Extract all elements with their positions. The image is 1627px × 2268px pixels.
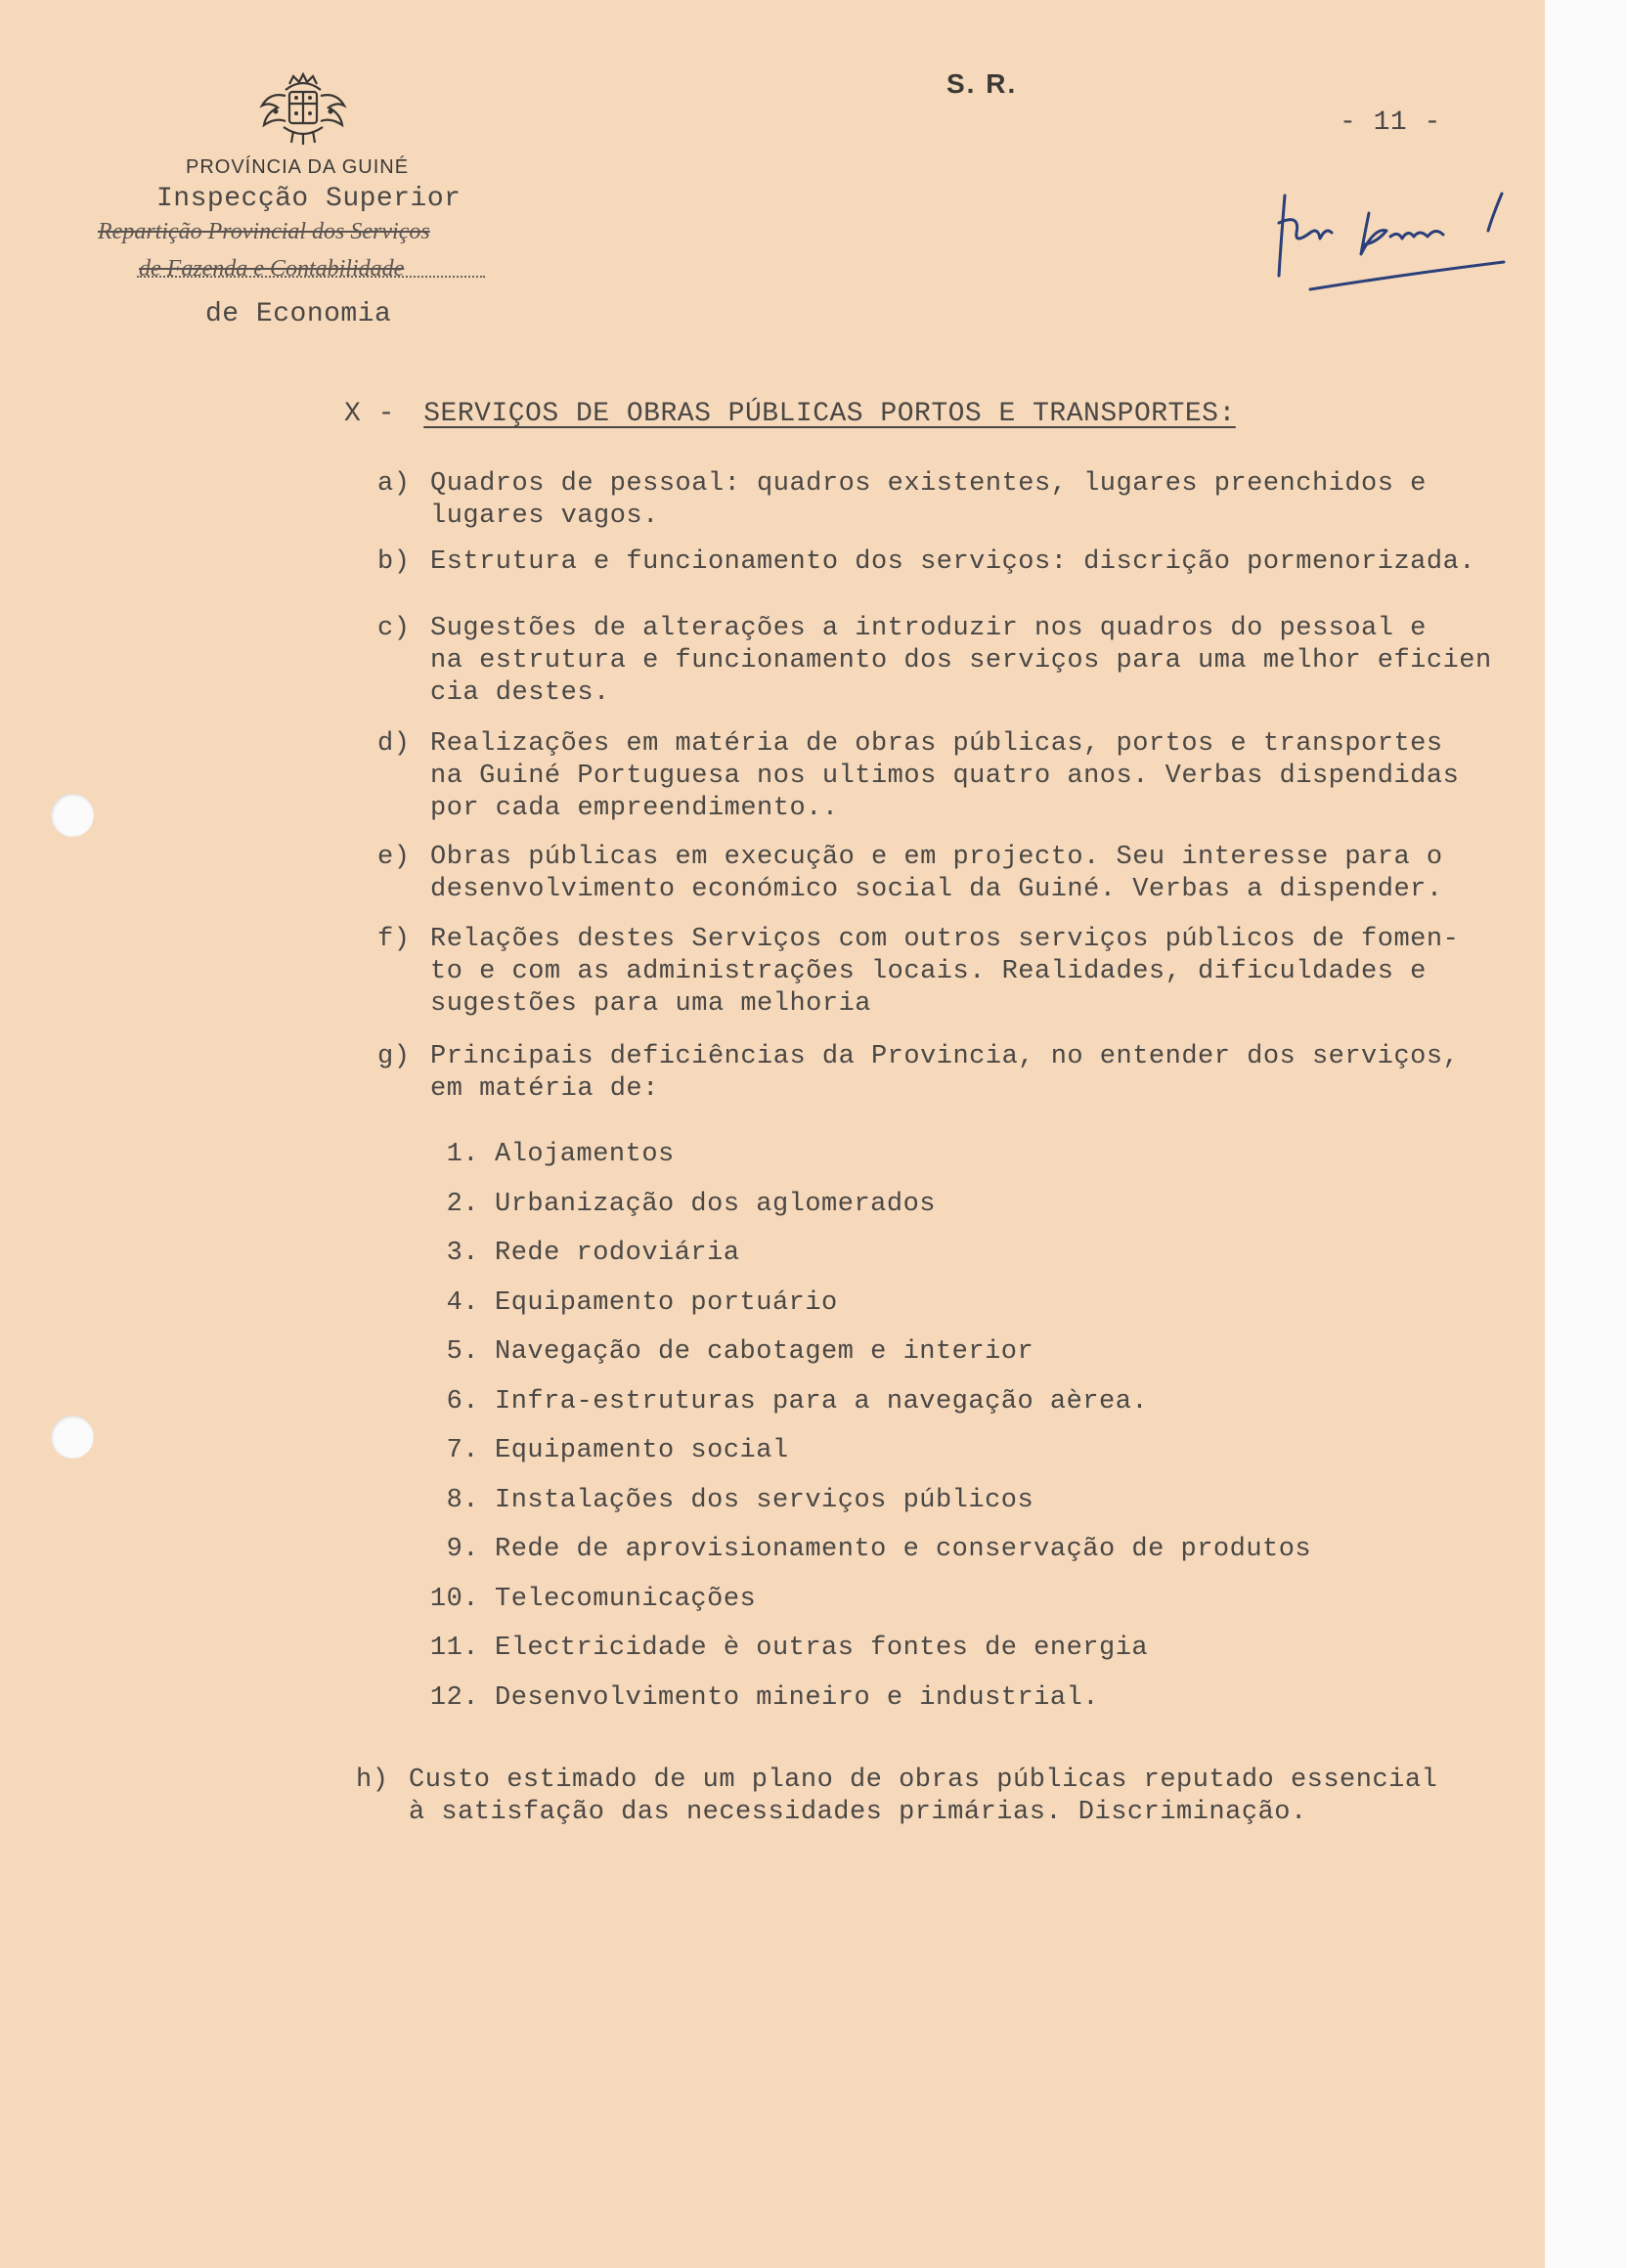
item-label: g)	[377, 1042, 411, 1071]
numbered-item-number: 6.	[446, 1387, 479, 1417]
numbered-item-number: 8.	[446, 1486, 479, 1515]
struck-office-line-1: Repartição Provincial dos Serviços	[98, 219, 430, 244]
item-label: f)	[377, 925, 411, 954]
numbered-item-number: 9.	[446, 1535, 479, 1564]
section-prefix: X -	[344, 399, 395, 429]
item-text-line: to e com as administrações locais. Realidades, dificuldades e	[430, 957, 1427, 986]
item-text-line: na Guiné Portuguesa nos ultimos quatro anos. Verbas dispendidas	[430, 762, 1460, 791]
numbered-item-number: 2.	[446, 1190, 479, 1219]
item-label: d)	[377, 729, 411, 759]
item-text-line: sugestões para uma melhoria	[430, 989, 871, 1019]
item-text-line: na estrutura e funcionamento dos serviços para uma melhor eficien	[430, 646, 1492, 676]
numbered-item-text: Navegação de cabotagem e interior	[495, 1337, 1034, 1367]
numbered-item-text: Infra-estruturas para a navegação aèrea.	[495, 1387, 1149, 1417]
item-label: e)	[377, 843, 411, 872]
province-name: PROVÍNCIA DA GUINÉ	[186, 156, 410, 178]
punch-hole-bottom	[51, 1416, 94, 1459]
handwritten-signature	[1271, 184, 1506, 301]
closing-label: h)	[356, 1766, 389, 1795]
struck-office-line-2: de Fazenda e Contabilidade	[139, 256, 405, 282]
numbered-item-number: 12.	[429, 1683, 479, 1713]
numbered-item-text: Desenvolvimento mineiro e industrial.	[495, 1683, 1099, 1713]
item-text-line: Realizações em matéria de obras públicas, portos e transportes	[430, 729, 1443, 759]
scan-margin	[1545, 0, 1627, 2268]
struck-x-marks	[137, 276, 485, 291]
item-label: c)	[377, 614, 411, 643]
numbered-item-text: Rede de aprovisionamento e conservação de produtos	[495, 1535, 1312, 1564]
numbered-item-number: 1.	[446, 1140, 479, 1169]
item-text-line: Sugestões de alterações a introduzir nos quadros do pessoal e	[430, 614, 1427, 643]
page-number: - 11 -	[1340, 108, 1441, 138]
coat-of-arms-icon	[256, 72, 350, 147]
numbered-item-text: Instalações dos serviços públicos	[495, 1486, 1034, 1515]
item-text-line: cia destes.	[430, 678, 610, 708]
punch-hole-top	[51, 794, 94, 837]
numbered-item-text: Urbanização dos aglomerados	[495, 1190, 936, 1219]
numbered-item-number: 5.	[446, 1337, 479, 1367]
item-text-line: Principais deficiências da Provincia, no entender dos serviços,	[430, 1042, 1460, 1071]
numbered-item-number: 4.	[446, 1288, 479, 1318]
item-label: a)	[377, 469, 411, 499]
item-text-line: Obras públicas em execução e em projecto. Seu interesse para o	[430, 843, 1443, 872]
numbered-item-text: Telecomunicações	[495, 1585, 757, 1614]
item-text-line: em matéria de:	[430, 1074, 659, 1104]
numbered-item-number: 7.	[446, 1436, 479, 1465]
numbered-item-text: Rede rodoviária	[495, 1239, 740, 1268]
item-text-line: Relações destes Serviços com outros serviços públicos de fomen-	[430, 925, 1460, 954]
numbered-item-text: Equipamento social	[495, 1436, 789, 1465]
closing-text-line: Custo estimado de um plano de obras públicas reputado essencial	[409, 1766, 1438, 1795]
classification-mark: S. R.	[946, 68, 1018, 99]
item-text-line: Estrutura e funcionamento dos serviços: discrição pormenorizada.	[430, 547, 1475, 577]
item-label: b)	[377, 547, 411, 577]
numbered-item-text: Electricidade è outras fontes de energia	[495, 1634, 1149, 1663]
numbered-item-number: 3.	[446, 1239, 479, 1268]
numbered-item-number: 10.	[429, 1585, 479, 1614]
item-text-line: desenvolvimento económico social da Guiné. Verbas a dispender.	[430, 875, 1443, 904]
item-text-line: lugares vagos.	[430, 502, 659, 531]
section-title: SERVIÇOS DE OBRAS PÚBLICAS PORTOS E TRANSPORTES:	[423, 399, 1236, 429]
numbered-item-number: 11.	[429, 1634, 479, 1663]
numbered-item-text: Equipamento portuário	[495, 1288, 838, 1318]
item-text-line: por cada empreendimento..	[430, 794, 839, 823]
office-line-2: de Economia	[205, 299, 392, 329]
section-heading	[344, 399, 1236, 429]
office-line-1: Inspecção Superior	[156, 184, 462, 214]
numbered-item-text: Alojamentos	[495, 1140, 675, 1169]
closing-text-line: à satisfação das necessidades primárias. Discriminação.	[409, 1798, 1307, 1827]
item-text-line: Quadros de pessoal: quadros existentes, lugares preenchidos e	[430, 469, 1427, 499]
